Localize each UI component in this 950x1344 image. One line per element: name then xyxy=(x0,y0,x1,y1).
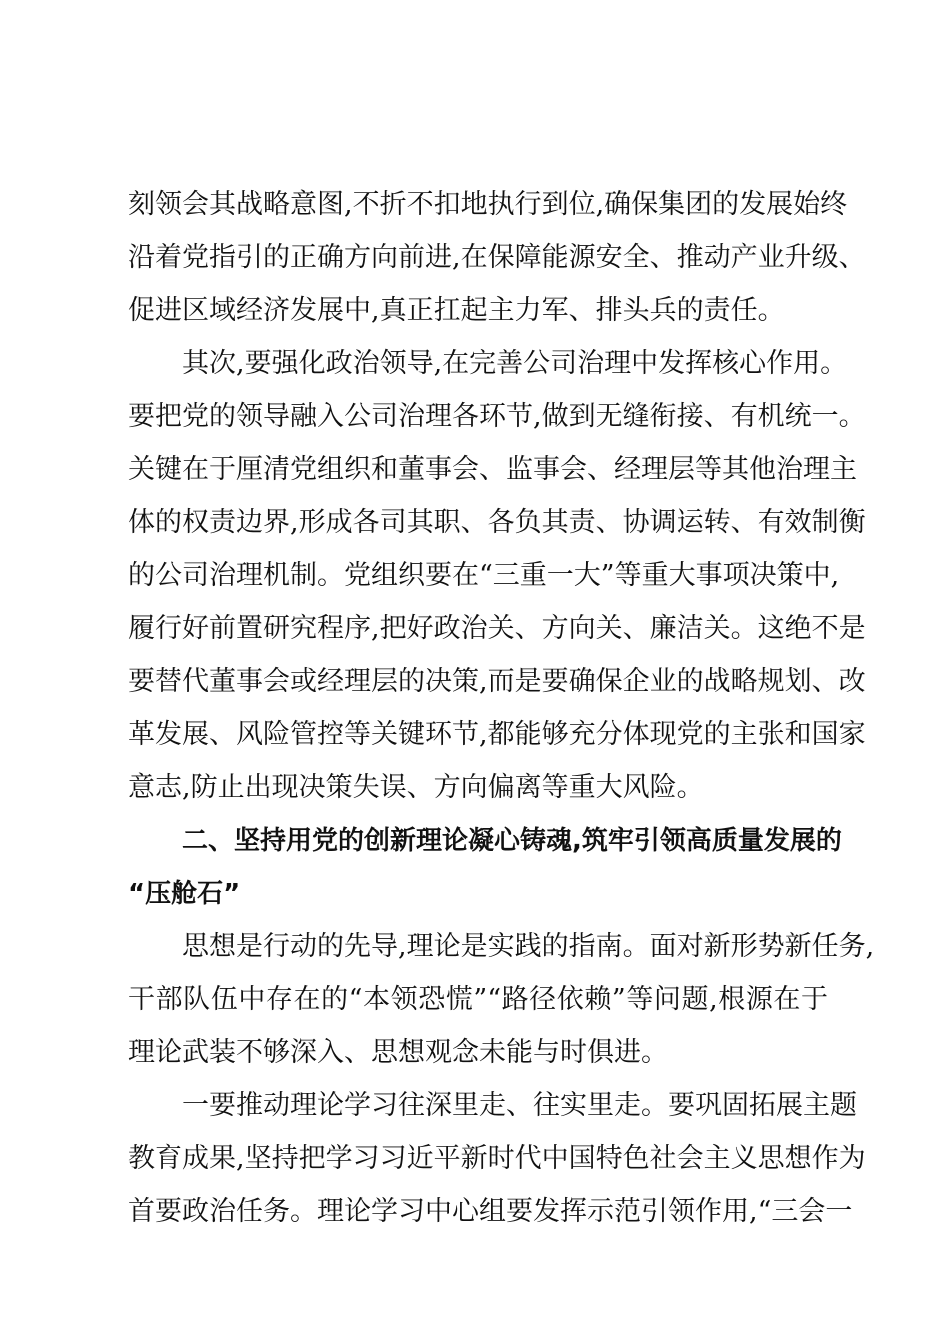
text-line: 干部队伍中存在的“本领恐慌”“路径依赖”等问题,根源在于 xyxy=(128,984,828,1015)
text-line: 体的权责边界,形成各司其职、各负其责、协调运转、有效制衡 xyxy=(128,507,866,538)
text-line: 其次,要强化政治领导,在完善公司治理中发挥核心作用。 xyxy=(182,348,848,379)
text-line: 理论武装不够深入、思想观念未能与时俱进。 xyxy=(128,1037,668,1068)
text-line: 的公司治理机制。党组织要在“三重一大”等重大事项决策中, xyxy=(128,560,840,591)
section-heading-continued: “压舱石” xyxy=(128,879,241,909)
text-line: 教育成果,坚持把学习习近平新时代中国特色社会主义思想作为 xyxy=(128,1143,866,1174)
text-line: 促进区域经济发展中,真正扛起主力军、排头兵的责任。 xyxy=(128,295,785,326)
text-line: 革发展、风险管控等关键环节,都能够充分体现党的主张和国家 xyxy=(128,719,866,750)
text-line: 思想是行动的先导,理论是实践的指南。面对新形势新任务, xyxy=(182,931,875,962)
text-line: 刻领会其战略意图,不折不扣地执行到位,确保集团的发展始终 xyxy=(128,189,848,220)
text-line: 履行好前置研究程序,把好政治关、方向关、廉洁关。这绝不是 xyxy=(128,613,866,644)
text-line: 要把党的领导融入公司治理各环节,做到无缝衔接、有机统一。 xyxy=(128,401,866,432)
text-line: 一要推动理论学习往深里走、往实里走。要巩固拓展主题 xyxy=(182,1090,857,1121)
text-line: 意志,防止出现决策失误、方向偏离等重大风险。 xyxy=(128,772,704,803)
section-heading: 二、坚持用党的创新理论凝心铸魂,筑牢引领高质量发展的 xyxy=(182,826,842,856)
text-line: 要替代董事会或经理层的决策,而是要确保企业的战略规划、改 xyxy=(128,666,866,697)
text-line: 首要政治任务。理论学习中心组要发挥示范引领作用,“三会一 xyxy=(128,1196,853,1227)
text-line: 沿着党指引的正确方向前进,在保障能源安全、推动产业升级、 xyxy=(128,242,866,273)
text-line: 关键在于厘清党组织和董事会、监事会、经理层等其他治理主 xyxy=(128,454,857,485)
